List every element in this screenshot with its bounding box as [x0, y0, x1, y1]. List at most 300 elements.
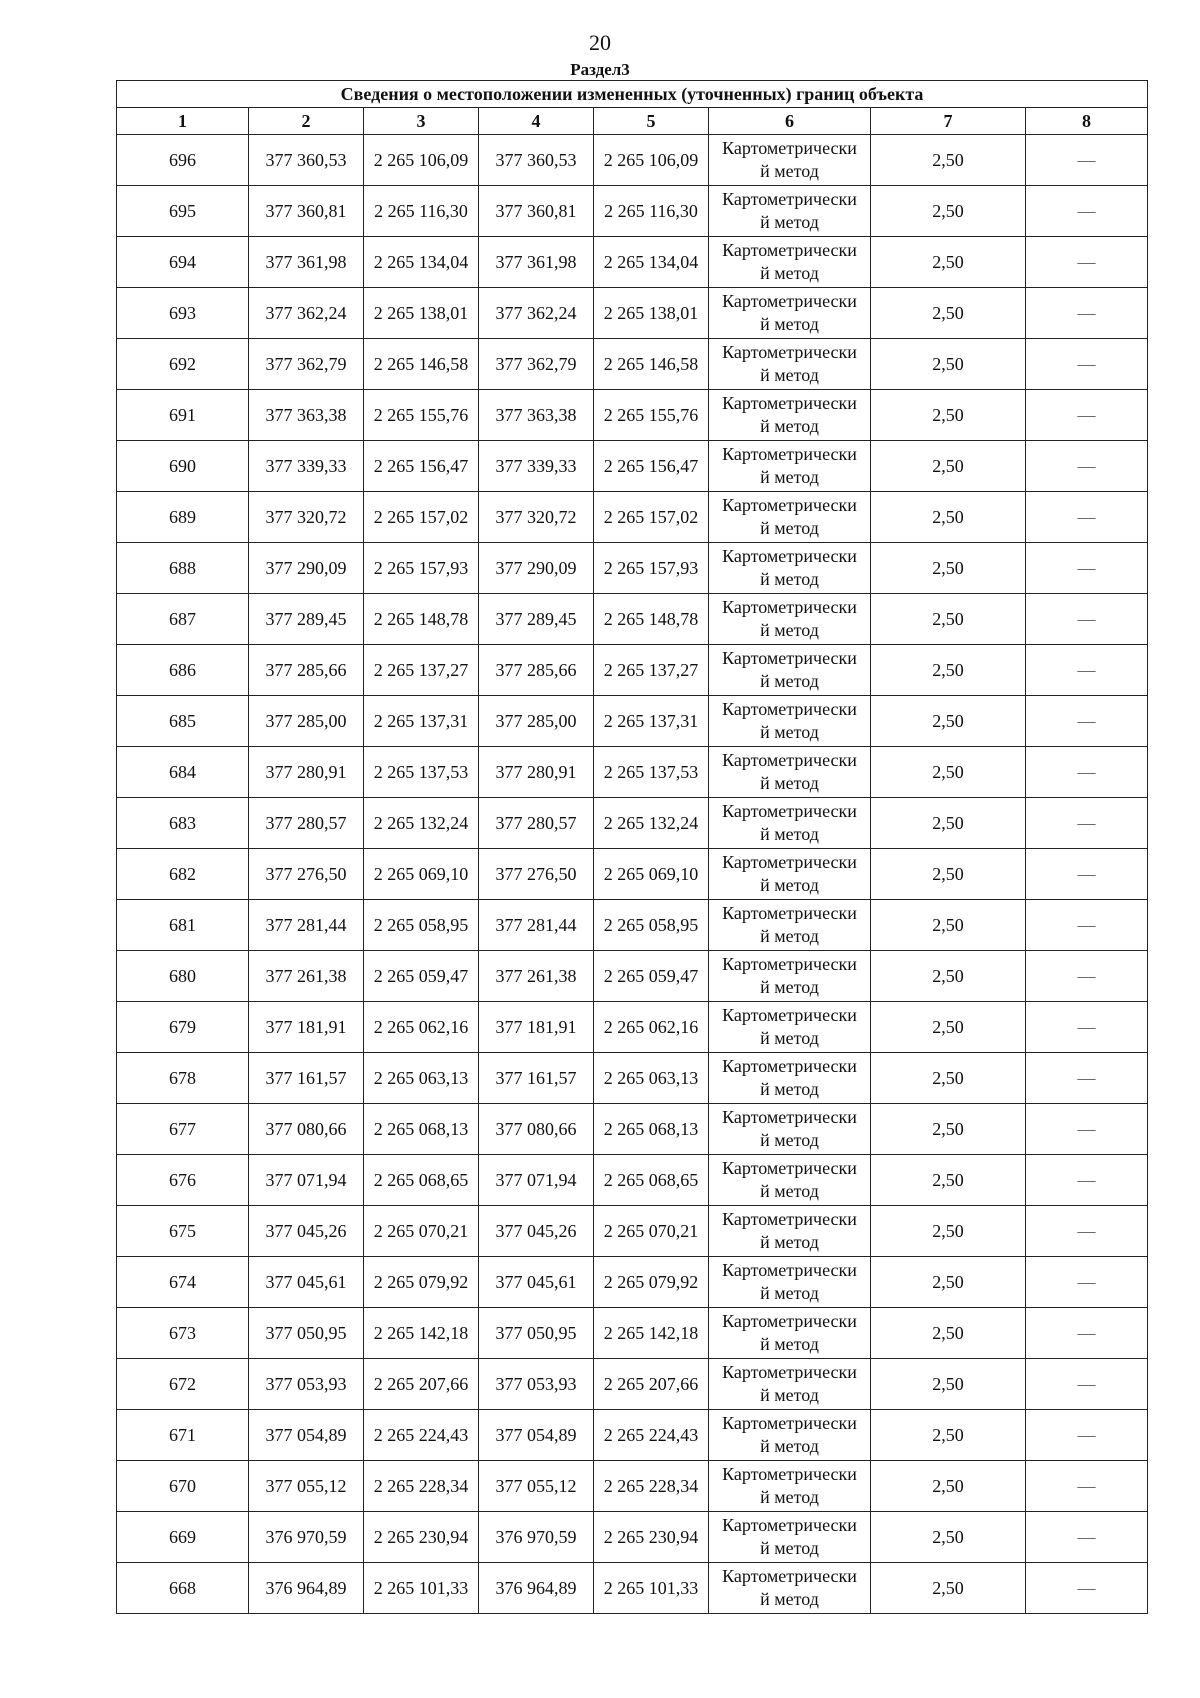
method-text-line-1: Картометрически [722, 1209, 857, 1229]
method-text-line-1: Картометрически [722, 1464, 857, 1484]
method-cell [709, 543, 871, 594]
y-new-cell: 2 265 146,58 [594, 339, 709, 390]
x-old-cell: 377 045,26 [249, 1206, 364, 1257]
accuracy-cell: 2,50 [871, 390, 1026, 441]
y-old-cell: 2 265 137,31 [364, 696, 479, 747]
y-new-cell: 2 265 059,47 [594, 951, 709, 1002]
x-old-cell: 376 970,59 [249, 1512, 364, 1563]
accuracy-cell: 2,50 [871, 1257, 1026, 1308]
column-number: 2 [249, 108, 364, 135]
method-cell [709, 1053, 871, 1104]
table-row [117, 339, 1148, 390]
table-row [117, 798, 1148, 849]
y-new-cell: 2 265 058,95 [594, 900, 709, 951]
accuracy-cell: 2,50 [871, 1053, 1026, 1104]
x-new-cell: 377 285,00 [479, 696, 594, 747]
method-text-line-2: й метод [760, 467, 819, 487]
table-row [117, 1257, 1148, 1308]
point-number-cell: 671 [117, 1410, 249, 1461]
x-old-cell: 377 050,95 [249, 1308, 364, 1359]
x-new-cell: 377 181,91 [479, 1002, 594, 1053]
coordinates-table [116, 80, 1148, 1614]
point-number-cell: 668 [117, 1563, 249, 1614]
table-row [117, 594, 1148, 645]
description-cell: — [1026, 1053, 1148, 1104]
description-cell: — [1026, 951, 1148, 1002]
y-old-cell: 2 265 068,13 [364, 1104, 479, 1155]
x-new-cell: 377 339,33 [479, 441, 594, 492]
method-text-line-2: й метод [760, 1385, 819, 1405]
description-cell: — [1026, 135, 1148, 186]
method-text-line-2: й метод [760, 1181, 819, 1201]
table-row [117, 900, 1148, 951]
point-number-cell: 675 [117, 1206, 249, 1257]
point-number-cell: 695 [117, 186, 249, 237]
method-cell [709, 951, 871, 1002]
table-row [117, 645, 1148, 696]
method-text-line-1: Картометрически [722, 546, 857, 566]
accuracy-cell: 2,50 [871, 543, 1026, 594]
accuracy-cell: 2,50 [871, 1308, 1026, 1359]
y-old-cell: 2 265 138,01 [364, 288, 479, 339]
method-text-line-1: Картометрически [722, 240, 857, 260]
table-row [117, 186, 1148, 237]
description-cell: — [1026, 1155, 1148, 1206]
table-row [117, 1563, 1148, 1614]
point-number-cell: 696 [117, 135, 249, 186]
method-cell [709, 186, 871, 237]
y-old-cell: 2 265 070,21 [364, 1206, 479, 1257]
description-cell: — [1026, 339, 1148, 390]
method-text-line-1: Картометрически [722, 954, 857, 974]
method-cell [709, 441, 871, 492]
y-old-cell: 2 265 155,76 [364, 390, 479, 441]
method-cell [709, 237, 871, 288]
description-cell: — [1026, 1359, 1148, 1410]
x-new-cell: 377 055,12 [479, 1461, 594, 1512]
method-text-line-2: й метод [760, 1538, 819, 1558]
x-new-cell: 377 053,93 [479, 1359, 594, 1410]
method-cell [709, 900, 871, 951]
x-new-cell: 377 363,38 [479, 390, 594, 441]
x-old-cell: 377 261,38 [249, 951, 364, 1002]
y-new-cell: 2 265 137,31 [594, 696, 709, 747]
description-cell: — [1026, 1206, 1148, 1257]
table-row [117, 1206, 1148, 1257]
x-old-cell: 377 363,38 [249, 390, 364, 441]
point-number-cell: 681 [117, 900, 249, 951]
description-cell: — [1026, 1461, 1148, 1512]
y-old-cell: 2 265 156,47 [364, 441, 479, 492]
accuracy-cell: 2,50 [871, 645, 1026, 696]
y-new-cell: 2 265 106,09 [594, 135, 709, 186]
x-new-cell: 377 080,66 [479, 1104, 594, 1155]
table-row [117, 1461, 1148, 1512]
point-number-cell: 682 [117, 849, 249, 900]
x-new-cell: 377 276,50 [479, 849, 594, 900]
method-text-line-1: Картометрически [722, 597, 857, 617]
point-number-cell: 693 [117, 288, 249, 339]
accuracy-cell: 2,50 [871, 441, 1026, 492]
y-old-cell: 2 265 062,16 [364, 1002, 479, 1053]
method-cell [709, 1512, 871, 1563]
method-text-line-2: й метод [760, 977, 819, 997]
accuracy-cell: 2,50 [871, 1104, 1026, 1155]
y-old-cell: 2 265 079,92 [364, 1257, 479, 1308]
y-old-cell: 2 265 132,24 [364, 798, 479, 849]
method-cell [709, 390, 871, 441]
accuracy-cell: 2,50 [871, 492, 1026, 543]
accuracy-cell: 2,50 [871, 900, 1026, 951]
method-text-line-1: Картометрически [722, 1515, 857, 1535]
description-cell: — [1026, 900, 1148, 951]
description-cell: — [1026, 1563, 1148, 1614]
x-old-cell: 377 362,24 [249, 288, 364, 339]
method-text-line-1: Картометрически [722, 903, 857, 923]
x-new-cell: 377 045,61 [479, 1257, 594, 1308]
table-body [117, 135, 1148, 1614]
description-cell: — [1026, 186, 1148, 237]
point-number-cell: 684 [117, 747, 249, 798]
method-cell [709, 1104, 871, 1155]
y-old-cell: 2 265 137,53 [364, 747, 479, 798]
point-number-cell: 677 [117, 1104, 249, 1155]
method-text-line-1: Картометрически [722, 801, 857, 821]
x-old-cell: 377 361,98 [249, 237, 364, 288]
x-old-cell: 377 281,44 [249, 900, 364, 951]
table-row [117, 849, 1148, 900]
method-cell [709, 849, 871, 900]
x-new-cell: 377 071,94 [479, 1155, 594, 1206]
point-number-cell: 683 [117, 798, 249, 849]
y-new-cell: 2 265 228,34 [594, 1461, 709, 1512]
method-cell [709, 288, 871, 339]
x-old-cell: 377 362,79 [249, 339, 364, 390]
method-cell [709, 747, 871, 798]
description-cell: — [1026, 441, 1148, 492]
description-cell: — [1026, 696, 1148, 747]
x-new-cell: 377 361,98 [479, 237, 594, 288]
y-old-cell: 2 265 063,13 [364, 1053, 479, 1104]
y-old-cell: 2 265 142,18 [364, 1308, 479, 1359]
page-number: 20 [589, 30, 611, 55]
accuracy-cell: 2,50 [871, 1002, 1026, 1053]
accuracy-cell: 2,50 [871, 288, 1026, 339]
y-old-cell: 2 265 137,27 [364, 645, 479, 696]
x-old-cell: 377 045,61 [249, 1257, 364, 1308]
method-cell [709, 696, 871, 747]
description-cell: — [1026, 798, 1148, 849]
point-number-cell: 676 [117, 1155, 249, 1206]
method-cell [709, 135, 871, 186]
y-new-cell: 2 265 142,18 [594, 1308, 709, 1359]
point-number-cell: 690 [117, 441, 249, 492]
table-row [117, 747, 1148, 798]
description-cell: — [1026, 288, 1148, 339]
table-row [117, 1308, 1148, 1359]
table-row [117, 1104, 1148, 1155]
x-old-cell: 377 285,66 [249, 645, 364, 696]
method-text-line-1: Картометрически [722, 852, 857, 872]
x-new-cell: 376 970,59 [479, 1512, 594, 1563]
x-old-cell: 377 161,57 [249, 1053, 364, 1104]
description-cell: — [1026, 849, 1148, 900]
y-old-cell: 2 265 058,95 [364, 900, 479, 951]
x-old-cell: 377 053,93 [249, 1359, 364, 1410]
point-number-cell: 672 [117, 1359, 249, 1410]
method-text-line-1: Картометрически [722, 342, 857, 362]
column-number: 6 [709, 108, 871, 135]
x-new-cell: 377 054,89 [479, 1410, 594, 1461]
accuracy-cell: 2,50 [871, 1512, 1026, 1563]
table-row [117, 951, 1148, 1002]
method-cell [709, 645, 871, 696]
point-number-cell: 678 [117, 1053, 249, 1104]
x-old-cell: 377 320,72 [249, 492, 364, 543]
accuracy-cell: 2,50 [871, 237, 1026, 288]
point-number-cell: 679 [117, 1002, 249, 1053]
method-cell [709, 1002, 871, 1053]
x-new-cell: 377 362,79 [479, 339, 594, 390]
method-text-line-2: й метод [760, 518, 819, 538]
accuracy-cell: 2,50 [871, 1410, 1026, 1461]
description-cell: — [1026, 1308, 1148, 1359]
method-text-line-2: й метод [760, 620, 819, 640]
method-text-line-2: й метод [760, 212, 819, 232]
point-number-cell: 688 [117, 543, 249, 594]
x-new-cell: 377 281,44 [479, 900, 594, 951]
method-text-line-2: й метод [760, 875, 819, 895]
accuracy-cell: 2,50 [871, 951, 1026, 1002]
x-new-cell: 377 285,66 [479, 645, 594, 696]
table-row [117, 1359, 1148, 1410]
description-cell: — [1026, 237, 1148, 288]
method-text-line-1: Картометрически [722, 138, 857, 158]
description-cell: — [1026, 594, 1148, 645]
column-number: 4 [479, 108, 594, 135]
y-new-cell: 2 265 224,43 [594, 1410, 709, 1461]
column-number: 5 [594, 108, 709, 135]
accuracy-cell: 2,50 [871, 1461, 1026, 1512]
method-text-line-2: й метод [760, 161, 819, 181]
x-new-cell: 377 362,24 [479, 288, 594, 339]
column-number: 7 [871, 108, 1026, 135]
x-new-cell: 377 290,09 [479, 543, 594, 594]
method-cell [709, 1308, 871, 1359]
table-row [117, 696, 1148, 747]
method-cell [709, 1410, 871, 1461]
y-old-cell: 2 265 146,58 [364, 339, 479, 390]
y-new-cell: 2 265 157,02 [594, 492, 709, 543]
y-old-cell: 2 265 059,47 [364, 951, 479, 1002]
method-text-line-2: й метод [760, 671, 819, 691]
method-cell [709, 1461, 871, 1512]
description-cell: — [1026, 1257, 1148, 1308]
x-new-cell: 377 050,95 [479, 1308, 594, 1359]
table-row [117, 1512, 1148, 1563]
table-row [117, 1002, 1148, 1053]
x-old-cell: 377 280,57 [249, 798, 364, 849]
y-old-cell: 2 265 157,02 [364, 492, 479, 543]
point-number-cell: 691 [117, 390, 249, 441]
point-number-cell: 685 [117, 696, 249, 747]
table-row [117, 441, 1148, 492]
accuracy-cell: 2,50 [871, 135, 1026, 186]
point-number-cell: 686 [117, 645, 249, 696]
accuracy-cell: 2,50 [871, 186, 1026, 237]
y-new-cell: 2 265 155,76 [594, 390, 709, 441]
x-old-cell: 377 276,50 [249, 849, 364, 900]
column-number: 3 [364, 108, 479, 135]
method-text-line-1: Картометрически [722, 1311, 857, 1331]
x-old-cell: 377 055,12 [249, 1461, 364, 1512]
y-old-cell: 2 265 116,30 [364, 186, 479, 237]
table-row [117, 1155, 1148, 1206]
x-old-cell: 377 080,66 [249, 1104, 364, 1155]
method-text-line-1: Картометрически [722, 1158, 857, 1178]
x-old-cell: 377 071,94 [249, 1155, 364, 1206]
method-cell [709, 1155, 871, 1206]
method-text-line-1: Картометрически [722, 393, 857, 413]
method-text-line-2: й метод [760, 722, 819, 742]
method-cell [709, 798, 871, 849]
method-text-line-1: Картометрически [722, 189, 857, 209]
description-cell: — [1026, 492, 1148, 543]
method-text-line-1: Картометрически [722, 1260, 857, 1280]
x-new-cell: 377 261,38 [479, 951, 594, 1002]
description-cell: — [1026, 645, 1148, 696]
y-new-cell: 2 265 137,27 [594, 645, 709, 696]
x-old-cell: 377 280,91 [249, 747, 364, 798]
table-row [117, 135, 1148, 186]
y-old-cell: 2 265 069,10 [364, 849, 479, 900]
accuracy-cell: 2,50 [871, 1155, 1026, 1206]
x-old-cell: 376 964,89 [249, 1563, 364, 1614]
method-text-line-1: Картометрически [722, 648, 857, 668]
table-row [117, 288, 1148, 339]
description-cell: — [1026, 1410, 1148, 1461]
description-cell: — [1026, 1512, 1148, 1563]
table-row [117, 543, 1148, 594]
description-cell: — [1026, 543, 1148, 594]
x-old-cell: 377 290,09 [249, 543, 364, 594]
x-new-cell: 376 964,89 [479, 1563, 594, 1614]
table-title: Сведения о местоположении измененных (уточненных) границ объекта [117, 81, 1148, 108]
method-text-line-1: Картометрически [722, 699, 857, 719]
x-old-cell: 377 360,81 [249, 186, 364, 237]
method-text-line-2: й метод [760, 1436, 819, 1456]
method-text-line-1: Картометрически [722, 444, 857, 464]
y-new-cell: 2 265 148,78 [594, 594, 709, 645]
y-new-cell: 2 265 116,30 [594, 186, 709, 237]
method-text-line-2: й метод [760, 1589, 819, 1609]
y-new-cell: 2 265 134,04 [594, 237, 709, 288]
x-new-cell: 377 045,26 [479, 1206, 594, 1257]
method-text-line-1: Картометрически [722, 1413, 857, 1433]
y-new-cell: 2 265 063,13 [594, 1053, 709, 1104]
y-new-cell: 2 265 068,13 [594, 1104, 709, 1155]
y-new-cell: 2 265 156,47 [594, 441, 709, 492]
column-number: 1 [117, 108, 249, 135]
accuracy-cell: 2,50 [871, 798, 1026, 849]
method-text-line-2: й метод [760, 1232, 819, 1252]
column-number: 8 [1026, 108, 1148, 135]
method-cell [709, 492, 871, 543]
x-new-cell: 377 161,57 [479, 1053, 594, 1104]
y-new-cell: 2 265 157,93 [594, 543, 709, 594]
y-new-cell: 2 265 101,33 [594, 1563, 709, 1614]
y-new-cell: 2 265 207,66 [594, 1359, 709, 1410]
method-text-line-2: й метод [760, 1334, 819, 1354]
y-new-cell: 2 265 138,01 [594, 288, 709, 339]
method-text-line-1: Картометрически [722, 495, 857, 515]
y-new-cell: 2 265 079,92 [594, 1257, 709, 1308]
y-new-cell: 2 265 132,24 [594, 798, 709, 849]
method-cell [709, 1257, 871, 1308]
description-cell: — [1026, 1002, 1148, 1053]
point-number-cell: 680 [117, 951, 249, 1002]
method-text-line-1: Картометрически [722, 291, 857, 311]
y-old-cell: 2 265 157,93 [364, 543, 479, 594]
accuracy-cell: 2,50 [871, 747, 1026, 798]
method-text-line-1: Картометрически [722, 750, 857, 770]
x-old-cell: 377 360,53 [249, 135, 364, 186]
y-old-cell: 2 265 101,33 [364, 1563, 479, 1614]
method-text-line-2: й метод [760, 926, 819, 946]
method-text-line-2: й метод [760, 263, 819, 283]
x-new-cell: 377 280,57 [479, 798, 594, 849]
point-number-cell: 669 [117, 1512, 249, 1563]
y-old-cell: 2 265 224,43 [364, 1410, 479, 1461]
x-old-cell: 377 285,00 [249, 696, 364, 747]
table-row [117, 1053, 1148, 1104]
description-cell: — [1026, 390, 1148, 441]
x-new-cell: 377 289,45 [479, 594, 594, 645]
method-text-line-1: Картометрически [722, 1005, 857, 1025]
method-text-line-1: Картометрически [722, 1566, 857, 1586]
point-number-cell: 687 [117, 594, 249, 645]
method-text-line-2: й метод [760, 1028, 819, 1048]
method-text-line-2: й метод [760, 1487, 819, 1507]
point-number-cell: 674 [117, 1257, 249, 1308]
method-cell [709, 1206, 871, 1257]
accuracy-cell: 2,50 [871, 339, 1026, 390]
method-text-line-2: й метод [760, 824, 819, 844]
y-old-cell: 2 265 134,04 [364, 237, 479, 288]
method-text-line-1: Картометрически [722, 1056, 857, 1076]
accuracy-cell: 2,50 [871, 1563, 1026, 1614]
point-number-cell: 694 [117, 237, 249, 288]
method-cell [709, 1563, 871, 1614]
y-old-cell: 2 265 068,65 [364, 1155, 479, 1206]
x-new-cell: 377 360,81 [479, 186, 594, 237]
accuracy-cell: 2,50 [871, 696, 1026, 747]
y-new-cell: 2 265 230,94 [594, 1512, 709, 1563]
x-new-cell: 377 320,72 [479, 492, 594, 543]
point-number-cell: 670 [117, 1461, 249, 1512]
y-old-cell: 2 265 230,94 [364, 1512, 479, 1563]
point-number-cell: 692 [117, 339, 249, 390]
accuracy-cell: 2,50 [871, 849, 1026, 900]
method-cell [709, 594, 871, 645]
description-cell: — [1026, 1104, 1148, 1155]
x-old-cell: 377 289,45 [249, 594, 364, 645]
method-cell [709, 339, 871, 390]
y-new-cell: 2 265 068,65 [594, 1155, 709, 1206]
x-old-cell: 377 339,33 [249, 441, 364, 492]
method-text-line-2: й метод [760, 773, 819, 793]
section-label: Раздел3 [570, 60, 630, 79]
